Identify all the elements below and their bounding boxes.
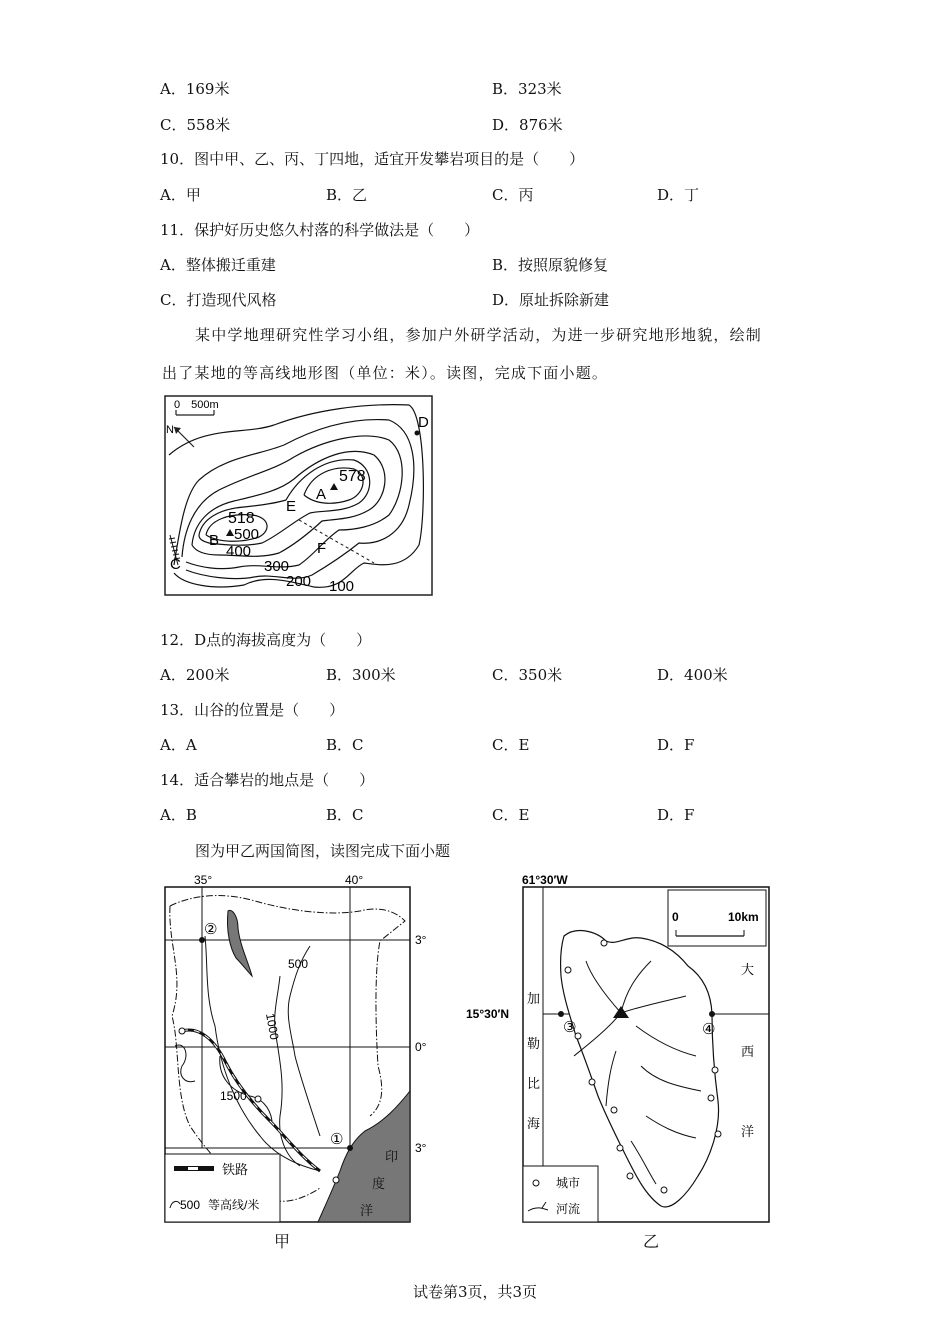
contour-400-label: 400	[226, 543, 252, 560]
q10-option-c: C．丙	[492, 186, 534, 204]
peak-578-label: 578	[339, 468, 366, 485]
contour-200-label: 200	[286, 573, 312, 590]
contour-1500-jia: 1500	[220, 1089, 247, 1103]
q11-option-b: B．按照原貌修复	[492, 256, 609, 274]
map-jia	[160, 866, 430, 1226]
q11-option-a: A．整体搬迁重建	[160, 256, 276, 274]
lon-40-label: 40°	[345, 873, 364, 887]
legend-city: 城市	[556, 1176, 581, 1190]
q12-option-a: A．200米	[160, 666, 230, 684]
north-label: N	[166, 424, 174, 436]
q14-option-d: D．F	[657, 806, 695, 824]
q13-option-b: B．C	[326, 736, 364, 754]
q9-option-c: C．558米	[160, 116, 231, 134]
legend-contour: 等高线/米	[208, 1198, 260, 1212]
q11-option-d: D．原址拆除新建	[492, 291, 610, 309]
ocean-char-1: 印	[385, 1149, 399, 1164]
q12-option-d: D．400米	[657, 666, 728, 684]
sea-char-1: 加	[527, 991, 541, 1006]
contour-300-label: 300	[264, 558, 290, 575]
lat-3n-label: 3°	[415, 933, 427, 947]
q11-option-c: C．打造现代风格	[160, 291, 277, 309]
point-d: D	[418, 414, 429, 431]
ocean-char-yi-3: 洋	[741, 1124, 755, 1139]
ocean-char-yi-1: 大	[741, 962, 755, 977]
q11-stem: 11．保护好历史悠久村落的科学做法是（ ）	[160, 221, 480, 239]
ocean-char-3: 洋	[360, 1203, 374, 1218]
peak-518-label: 518	[228, 510, 255, 527]
q13-option-c: C．E	[492, 736, 530, 754]
intro2: 图为甲乙两国简图，读图完成下面小题	[195, 842, 451, 860]
lat-3s-label: 3°	[415, 1141, 427, 1155]
marker-4: ④	[702, 1021, 716, 1038]
q14-option-a: A．B	[160, 806, 197, 824]
legend-river: 河流	[556, 1202, 581, 1216]
intro1-line2: 出了某地的等高线地形图（单位：米）。读图，完成下面小题。	[162, 364, 609, 382]
point-b: B	[209, 532, 220, 549]
lat-label-yi: 15°30′N	[466, 1007, 510, 1021]
contour-500-jia: 500	[288, 957, 309, 971]
point-e: E	[286, 498, 297, 515]
ocean-char-2: 度	[372, 1176, 386, 1191]
lat-0-label: 0°	[415, 1040, 427, 1054]
q9-option-b: B．323米	[492, 80, 562, 98]
q10-option-b: B．乙	[326, 186, 368, 204]
q9-option-a: A．169米	[160, 80, 230, 98]
q14-option-c: C．E	[492, 806, 530, 824]
scale-0: 0	[672, 910, 679, 924]
intro1-line1: 某中学地理研究性学习小组，参加户外研学活动，为进一步研究地形地貌，绘制	[195, 326, 763, 344]
sea-char-3: 比	[527, 1076, 541, 1091]
sea-char-4: 海	[527, 1116, 541, 1131]
q10-stem: 10．图中甲、乙、丙、丁四地，适宜开发攀岩项目的是（ ）	[160, 150, 585, 168]
map-yi	[466, 866, 776, 1226]
contour-1000-jia: 1000	[263, 1012, 282, 1041]
caption-jia: 甲	[274, 1232, 291, 1251]
q9-option-d: D．876米	[492, 116, 563, 134]
q10-option-a: A．甲	[160, 186, 201, 204]
point-c: C	[170, 556, 181, 573]
contour-map	[164, 395, 434, 597]
legend-railway: 铁路	[222, 1162, 249, 1177]
q12-option-b: B．300米	[326, 666, 396, 684]
lon-35-label: 35°	[194, 873, 213, 887]
q13-stem: 13．山谷的位置是（ ）	[160, 701, 345, 719]
marker-2: ②	[204, 921, 218, 938]
contour-100-label: 100	[329, 578, 355, 595]
caption-yi: 乙	[643, 1232, 660, 1251]
scale-10km: 10km	[728, 910, 759, 924]
legend-contour-500: 500	[180, 1198, 201, 1212]
q12-option-c: C．350米	[492, 666, 563, 684]
marker-1: ①	[330, 1131, 344, 1148]
lon-label-yi: 61°30′W	[522, 873, 568, 887]
point-a: A	[316, 486, 327, 503]
q13-option-d: D．F	[657, 736, 695, 754]
sea-char-2: 勒	[527, 1036, 541, 1051]
marker-3: ③	[563, 1019, 577, 1036]
point-f: F	[317, 540, 327, 557]
q13-option-a: A．A	[160, 736, 197, 754]
q10-option-d: D．丁	[657, 186, 700, 204]
page-footer: 试卷第3页，共3页	[412, 1283, 538, 1301]
ocean-char-yi-2: 西	[741, 1044, 755, 1059]
scale-label: 0 500m	[174, 399, 219, 411]
q14-option-b: B．C	[326, 806, 364, 824]
q14-stem: 14．适合攀岩的地点是（ ）	[160, 771, 375, 789]
contour-500-label: 500	[234, 526, 260, 543]
q12-stem: 12．D点的海拔高度为（ ）	[160, 631, 372, 649]
